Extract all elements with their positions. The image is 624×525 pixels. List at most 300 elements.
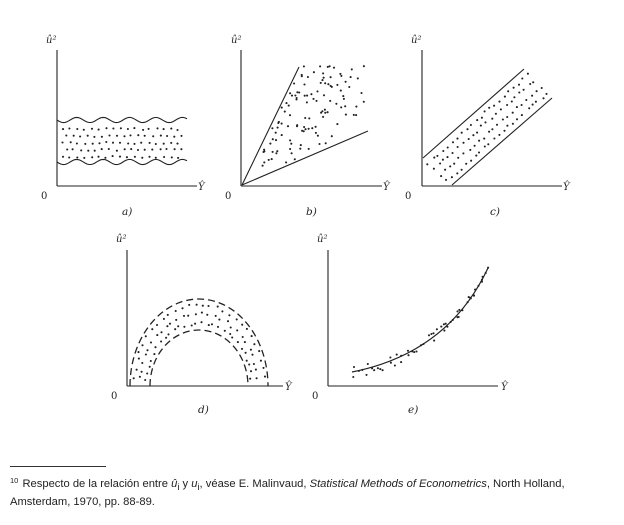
panel-caption: b): [306, 206, 317, 218]
scatter-point: [123, 135, 125, 137]
scatter-point: [155, 143, 157, 145]
scatter-point: [72, 148, 74, 150]
scatter-point: [150, 360, 152, 362]
scatter-point: [215, 315, 217, 317]
scatter-point: [268, 159, 270, 161]
scatter-point: [335, 103, 337, 105]
scatter-point: [251, 335, 253, 337]
scatter-point: [311, 127, 313, 129]
scatter-point: [62, 156, 64, 158]
y-axis-label: û²: [46, 35, 57, 46]
scatter-point: [516, 118, 518, 120]
scatter-point: [452, 319, 454, 321]
scatter-point: [141, 371, 143, 373]
y-axis-label: û²: [231, 35, 242, 46]
scatter-point: [83, 157, 85, 159]
scatter-point: [176, 143, 178, 145]
scatter-point: [329, 100, 331, 102]
scatter-point: [481, 281, 483, 283]
scatter-point: [336, 123, 338, 125]
scatter-point: [518, 84, 520, 86]
scatter-point: [541, 87, 543, 89]
scatter-point: [315, 126, 317, 128]
scatter-point: [357, 77, 359, 79]
y-axis-label: û²: [317, 234, 328, 245]
scatter-point: [217, 326, 219, 328]
scatter-point: [281, 107, 283, 109]
scatter-point: [196, 304, 198, 306]
scatter-point: [68, 127, 70, 129]
scatter-point: [150, 341, 152, 343]
scatter-point: [256, 377, 258, 379]
scatter-point: [513, 96, 515, 98]
scatter-point: [496, 124, 498, 126]
scatter-point: [363, 101, 365, 103]
scatter-point: [436, 155, 438, 157]
scatter-point: [532, 104, 534, 106]
panel-caption: e): [408, 404, 419, 416]
scatter-point: [76, 142, 78, 144]
panel-a: [41, 35, 206, 218]
scatter-point: [93, 136, 95, 138]
scatter-point: [469, 149, 471, 151]
scatter-point: [488, 131, 490, 133]
scatter-point: [141, 157, 143, 159]
scatter-point: [324, 112, 326, 114]
scatter-point: [180, 148, 182, 150]
x-axis-label: Ŷ: [383, 182, 390, 193]
scatter-point: [139, 376, 141, 378]
footnote-text-mid: , véase E. Malinvaud,: [199, 478, 310, 490]
scatter-point: [371, 367, 373, 369]
panel-caption: c): [490, 206, 500, 218]
scatter-point: [420, 344, 422, 346]
scatter-point: [331, 86, 333, 88]
scatter-point: [331, 135, 333, 137]
scatter-point: [260, 360, 262, 362]
scatter-point: [466, 128, 468, 130]
footnote-book-title: Statistical Methods of Econometrics: [309, 478, 487, 490]
scatter-point: [231, 336, 233, 338]
scatter-point: [200, 321, 202, 323]
scatter-point: [289, 92, 291, 94]
scatter-point: [101, 136, 103, 138]
x-axis-label: Ŷ: [198, 182, 205, 193]
scatter-point: [481, 117, 483, 119]
footnote-text-after: , North Holland, Amsterdam, 1970, pp. 88-89.: [10, 478, 565, 509]
scatter-point: [119, 156, 121, 158]
scatter-point: [330, 76, 332, 78]
scatter-point: [127, 128, 129, 130]
scatter-point: [475, 155, 477, 157]
scatter-point: [296, 97, 298, 99]
scatter-point: [242, 336, 244, 338]
scatter-point: [545, 93, 547, 95]
scatter-point: [275, 132, 277, 134]
scatter-point: [446, 156, 448, 158]
scatter-point: [447, 146, 449, 148]
scatter-point: [170, 142, 172, 144]
scatter-point: [472, 134, 474, 136]
scatter-point: [84, 143, 86, 145]
scatter-point: [308, 117, 310, 119]
scatter-point: [443, 330, 445, 332]
scatter-point: [80, 149, 82, 151]
scatter-point: [163, 156, 165, 158]
scatter-point: [148, 128, 150, 130]
scatter-point: [521, 114, 523, 116]
scatter-point: [400, 361, 402, 363]
scatter-point: [483, 138, 485, 140]
scatter-point: [136, 369, 138, 371]
scatter-point: [246, 360, 248, 362]
scatter-point: [183, 326, 185, 328]
scatter-point: [237, 341, 239, 343]
scatter-point: [484, 145, 486, 147]
scatter-point: [97, 156, 99, 158]
scatter-point: [133, 143, 135, 145]
scatter-point: [430, 333, 432, 335]
scatter-point: [127, 142, 129, 144]
scatter-point: [312, 98, 314, 100]
scatter-point: [442, 159, 444, 161]
scatter-point: [521, 104, 523, 106]
scatter-point: [449, 165, 451, 167]
scatter-point: [342, 95, 344, 97]
scatter-point: [340, 106, 342, 108]
scatter-point: [144, 149, 146, 151]
inner-dashed-arc: [150, 330, 248, 386]
scatter-point: [275, 152, 277, 154]
scatter-point: [353, 114, 355, 116]
scatter-point: [304, 95, 306, 97]
scatter-point: [137, 134, 139, 136]
scatter-point: [149, 366, 151, 368]
scatter-point: [61, 141, 63, 143]
scatter-point: [76, 128, 78, 130]
scatter-point: [191, 324, 193, 326]
scatter-point: [315, 132, 317, 134]
scatter-point: [324, 82, 326, 84]
scatter-point: [116, 135, 118, 137]
scatter-point: [456, 172, 458, 174]
scatter-point: [415, 350, 417, 352]
scatter-point: [170, 128, 172, 130]
scatter-point: [177, 157, 179, 159]
scatter-point: [300, 144, 302, 146]
scatter-point: [527, 73, 529, 75]
scatter-point: [461, 169, 463, 171]
scatter-point: [365, 374, 367, 376]
scatter-point: [112, 142, 114, 144]
scatter-point: [151, 149, 153, 151]
scatter-point: [323, 77, 325, 79]
trend-curve: [352, 268, 488, 372]
scatter-point: [322, 72, 324, 74]
scatter-point: [126, 156, 128, 158]
scatter-point: [160, 148, 162, 150]
scatter-point: [313, 71, 315, 73]
scatter-point: [156, 324, 158, 326]
scatter-point: [290, 143, 292, 145]
scatter-point: [360, 92, 362, 94]
scatter-point: [480, 125, 482, 127]
scatter-point: [294, 158, 296, 160]
scatter-point: [165, 337, 167, 339]
scatter-point: [476, 132, 478, 134]
scatter-point: [345, 114, 347, 116]
scatter-point: [491, 118, 493, 120]
scatter-point: [281, 123, 283, 125]
scatter-point: [321, 110, 323, 112]
band-upper-line: [423, 69, 524, 158]
scatter-point: [484, 110, 486, 112]
scatter-point: [396, 354, 398, 356]
scatter-point: [458, 316, 460, 318]
scatter-point: [218, 319, 220, 321]
footnote-text-before: Respecto de la relación entre: [19, 478, 172, 490]
scatter-point: [148, 156, 150, 158]
scatter-point: [531, 95, 533, 97]
panel-c: [405, 35, 571, 218]
scatter-point: [444, 169, 446, 171]
scatter-point: [462, 142, 464, 144]
scatter-point: [513, 87, 515, 89]
scatter-point: [269, 143, 271, 145]
scatter-point: [171, 156, 173, 158]
scatter-point: [407, 354, 409, 356]
scatter-point: [289, 148, 291, 150]
scatter-point: [206, 314, 208, 316]
scatter-point: [478, 140, 480, 142]
footnote: [10, 473, 600, 510]
scatter-point: [477, 285, 479, 287]
scatter-point: [306, 101, 308, 103]
scatter-point: [445, 323, 447, 325]
scatter-point: [129, 134, 131, 136]
scatter-point: [390, 362, 392, 364]
fan-lower-line: [242, 131, 368, 185]
panel-caption: d): [198, 404, 209, 416]
scatter-point: [339, 73, 341, 75]
scatter-point: [474, 289, 476, 291]
scatter-point: [457, 157, 459, 159]
scatter-point: [176, 129, 178, 131]
scatter-point: [413, 351, 415, 353]
scatter-point: [112, 155, 114, 157]
scatter-point: [491, 128, 493, 130]
scatter-point: [145, 353, 147, 355]
scatter-point: [462, 152, 464, 154]
scatter-point: [271, 158, 273, 160]
footnote-u-sub: i: [197, 482, 200, 493]
scatter-point: [288, 105, 290, 107]
scatter-point: [319, 65, 321, 67]
scatter-point: [324, 109, 326, 111]
scatter-point: [428, 334, 430, 336]
scatter-point: [340, 90, 342, 92]
scatter-point: [73, 135, 75, 137]
scatter-point: [327, 111, 329, 113]
scatter-point: [194, 323, 196, 325]
scatter-point: [498, 134, 500, 136]
scatter-point: [167, 333, 169, 335]
scatter-point: [443, 323, 445, 325]
scatter-point: [236, 318, 238, 320]
scatter-point: [76, 156, 78, 158]
scatter-point: [485, 272, 487, 274]
scatter-point: [241, 324, 243, 326]
scatter-point: [502, 118, 504, 120]
scatter-point: [436, 328, 438, 330]
scatter-point: [134, 156, 136, 158]
scatter-point: [228, 314, 230, 316]
scatter-point: [439, 162, 441, 164]
scatter-point: [166, 135, 168, 137]
scatter-point: [296, 124, 298, 126]
scatter-point: [262, 367, 264, 369]
scatter-point: [498, 101, 500, 103]
scatter-point: [450, 321, 452, 323]
scatter-point: [453, 163, 455, 165]
scatter-point: [432, 332, 434, 334]
footnote-and: y: [179, 478, 192, 490]
scatter-point: [285, 102, 287, 104]
scatter-point: [521, 77, 523, 79]
scatter-point: [481, 279, 483, 281]
scatter-point: [308, 128, 310, 130]
scatter-point: [277, 127, 279, 129]
scatter-point: [217, 306, 219, 308]
scatter-point: [66, 148, 68, 150]
scatter-point: [250, 349, 252, 351]
scatter-point: [433, 157, 435, 159]
scatter-point: [318, 143, 320, 145]
scatter-point: [83, 129, 85, 131]
scatter-point: [493, 137, 495, 139]
scatter-point: [355, 114, 357, 116]
origin-label: 0: [41, 191, 48, 202]
scatter-point: [284, 111, 286, 113]
scatter-point: [133, 377, 135, 379]
footnote-rule: [10, 466, 106, 467]
scatter-point: [473, 295, 475, 297]
scatter-point: [98, 129, 100, 131]
scatter-point: [145, 335, 147, 337]
band-lower-line: [452, 98, 552, 185]
scatter-point: [287, 125, 289, 127]
scatter-point: [329, 65, 331, 67]
footnote-number: 10: [10, 476, 19, 485]
scatter-point: [411, 350, 413, 352]
scatter-point: [224, 330, 226, 332]
scatter-point: [407, 350, 409, 352]
scatter-point: [271, 127, 273, 129]
scatter-point: [264, 376, 266, 378]
origin-label: 0: [312, 391, 319, 402]
scatter-point: [512, 112, 514, 114]
scatter-point: [250, 370, 252, 372]
scatter-point: [467, 301, 469, 303]
origin-label: 0: [225, 191, 232, 202]
scatter-point: [112, 127, 114, 129]
scatter-point: [433, 168, 435, 170]
scatter-point: [119, 142, 121, 144]
scatter-point: [426, 163, 428, 165]
scatter-point: [160, 340, 162, 342]
scatter-point: [87, 135, 89, 137]
scatter-point: [249, 378, 251, 380]
fan-upper-line: [242, 67, 299, 185]
scatter-point: [229, 333, 231, 335]
scatter-point: [144, 379, 146, 381]
scatter-point: [456, 310, 458, 312]
scatter-point: [180, 135, 182, 137]
scatter-point: [525, 99, 527, 101]
scatter-point: [529, 83, 531, 85]
scatter-point: [124, 148, 126, 150]
scatter-point: [108, 134, 110, 136]
scatter-point: [315, 100, 317, 102]
scatter-point: [363, 65, 365, 67]
scatter-point: [188, 304, 190, 306]
scatter-point: [253, 363, 255, 365]
scatter-point: [244, 341, 246, 343]
scatter-point: [174, 148, 176, 150]
scatter-point: [303, 83, 305, 85]
scatter-point: [262, 165, 264, 167]
scatter-point: [116, 150, 118, 152]
scatter-point: [294, 94, 296, 96]
scatter-point: [230, 326, 232, 328]
scatter-point: [316, 90, 318, 92]
scatter-point: [532, 81, 534, 83]
y-axis-label: û²: [116, 234, 127, 245]
scatter-point: [340, 75, 342, 77]
scatter-point: [160, 331, 162, 333]
scatter-point: [105, 141, 107, 143]
scatter-point: [511, 100, 513, 102]
scatter-point: [317, 135, 319, 137]
scatter-point: [333, 67, 335, 69]
scatter-point: [154, 346, 156, 348]
scatter-point: [389, 356, 391, 358]
scatter-point: [169, 323, 171, 325]
scatter-point: [451, 152, 453, 154]
scatter-point: [195, 313, 197, 315]
scatter-point: [253, 343, 255, 345]
scatter-point: [163, 318, 165, 320]
scatter-point: [506, 104, 508, 106]
scatter-point: [512, 123, 514, 125]
scatter-point: [323, 94, 325, 96]
scatter-point: [152, 135, 154, 137]
scatter-point: [156, 334, 158, 336]
scatter-point: [382, 369, 384, 371]
footnote-u-hat-sub: i: [177, 482, 180, 493]
scatter-point: [461, 309, 463, 311]
scatter-point: [470, 124, 472, 126]
scatter-point: [507, 90, 509, 92]
scatter-point: [245, 352, 247, 354]
scatter-point: [304, 117, 306, 119]
scatter-point: [285, 161, 287, 163]
scatter-point: [175, 310, 177, 312]
scatter-point: [484, 121, 486, 123]
scatter-point: [353, 366, 355, 368]
scatter-point: [307, 76, 309, 78]
scatter-point: [468, 138, 470, 140]
